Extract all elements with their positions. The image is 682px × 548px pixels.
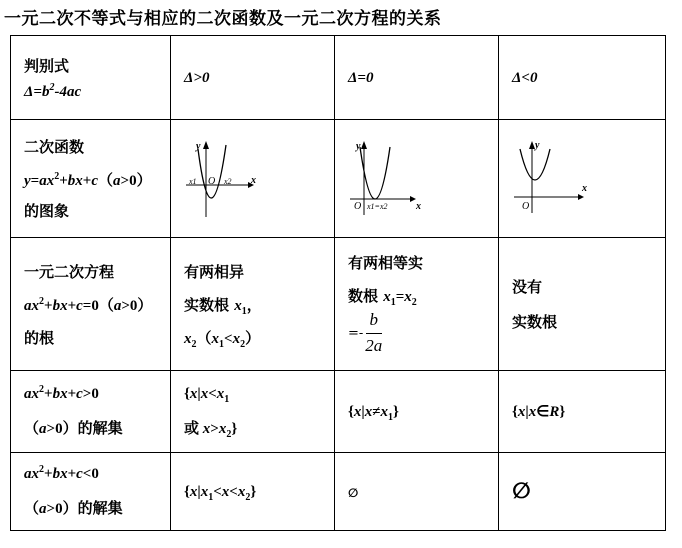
table-row-less	[11, 453, 666, 531]
equation-label-line2: $ax^2+bx+c=0(a>0)$	[24, 295, 153, 314]
root-x2-label: x2	[224, 176, 232, 186]
table-row-function	[11, 120, 666, 238]
root-x1-label: x1	[189, 176, 197, 186]
less-case-double-root	[335, 453, 499, 531]
origin-label: O	[522, 200, 530, 212]
graph-cell-two-roots	[171, 120, 335, 238]
function-label-cell	[11, 120, 171, 238]
less-case-two-roots	[171, 453, 335, 531]
parabola-double-root-graph	[348, 139, 428, 219]
discriminant-formula: $\Delta=b^2-4ac$	[24, 81, 82, 100]
greater-label-line2: （a>0）的解集	[24, 418, 123, 437]
greater-case-double-root	[335, 371, 499, 453]
equation-case-no-root	[499, 238, 666, 371]
greater-solution-line1: {$x|x<x_1$	[184, 385, 230, 405]
double-root-label: x1=x2	[367, 201, 388, 211]
equation-case-double-root	[335, 238, 499, 371]
equation-label-cell	[11, 238, 171, 371]
less-label-line2: （a>0）的解集	[24, 498, 123, 517]
two-roots-line1: 有两相异	[184, 262, 245, 281]
axis-x-label: x	[416, 200, 421, 212]
less-label-cell	[11, 453, 171, 531]
greater-label-line1: $ax^2+bx+c>0$	[24, 383, 99, 402]
relation-table	[10, 35, 666, 531]
two-roots-line3: $x_2(x_1<x_2)$	[184, 330, 261, 350]
empty-set-small: ∅	[348, 485, 359, 500]
double-root-line1: 有两相等实	[348, 254, 424, 272]
parabola-no-root-graph	[512, 139, 592, 219]
greater-solution-line2: 或 $x>x_2$}	[184, 418, 238, 440]
less-case-no-root	[499, 453, 666, 531]
table-row-greater	[11, 371, 666, 453]
page-title: 一元二次不等式与相应的二次函数及一元二次方程的关系	[4, 9, 442, 29]
case-header-positive: Δ>0	[171, 36, 335, 120]
graph-cell-double-root	[335, 120, 499, 238]
function-label-line3: 的图象	[24, 202, 70, 220]
less-label-line1: $ax^2+bx+c<0$	[24, 463, 99, 482]
function-label-line1: 二次函数	[24, 138, 85, 156]
double-root-line2: 数根 $x_1=x_2$	[348, 287, 417, 308]
origin-label: O	[354, 200, 362, 212]
double-root-formula: =- $\frac{b}{2a}$	[348, 310, 383, 355]
table-row-header	[11, 36, 666, 120]
axis-x-label: x	[582, 182, 587, 194]
greater-label-cell	[11, 371, 171, 453]
axis-y-label: y	[356, 140, 361, 152]
case-header-negative: Δ<0	[499, 36, 666, 120]
no-root-line2: 实数根	[512, 313, 558, 331]
function-label-line2: $y=ax^2+bx+c(a>0)$	[24, 171, 152, 189]
discriminant-cell	[11, 36, 171, 120]
greater-solution-all: {x|x∈R}	[512, 404, 566, 420]
equation-label-line3: 的根	[24, 328, 55, 347]
discriminant-label: 判别式	[24, 56, 70, 75]
table-row-equation	[11, 238, 666, 371]
axis-y-label: y	[535, 139, 540, 151]
less-solution-interval: $\{x|x_1<x<x_2\}$	[184, 484, 257, 503]
greater-solution-double: $\{x|x\ne x_1\}$	[348, 404, 399, 423]
empty-set-large: ∅	[512, 479, 531, 504]
no-root-line1: 没有	[512, 278, 543, 296]
axis-y-label: y	[196, 140, 201, 152]
parabola-two-roots-graph	[184, 139, 264, 219]
case-header-zero: Δ=0	[335, 36, 499, 120]
graph-cell-no-root	[499, 120, 666, 238]
two-roots-line2: 实数根 $x_1$，	[184, 295, 262, 317]
equation-label-line1: 一元二次方程	[24, 262, 115, 281]
greater-case-no-root	[499, 371, 666, 453]
axis-x-label: x	[251, 174, 256, 186]
greater-case-two-roots	[171, 371, 335, 453]
origin-label: O	[208, 175, 216, 187]
equation-case-two-roots	[171, 238, 335, 371]
